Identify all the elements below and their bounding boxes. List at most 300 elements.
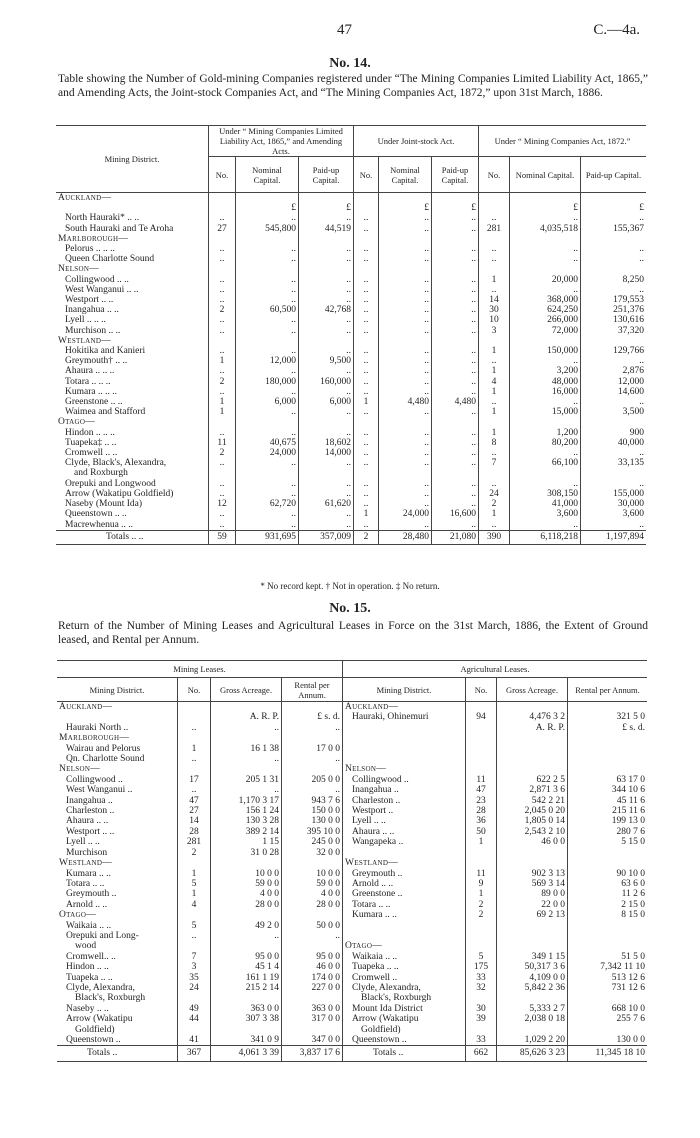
cell-rental: .. [282, 754, 343, 764]
cell-gross-acreage: A. R. P. [497, 723, 568, 733]
cell-gross-acreage [497, 848, 568, 858]
cell-no: .. [209, 366, 236, 376]
cell-no [479, 203, 510, 213]
district-name: Cromwell .. [343, 973, 466, 983]
cell-rental: 130 0 0 [282, 816, 343, 826]
cell-no: .. [209, 387, 236, 397]
district-name: Wairau and Pelorus [57, 744, 178, 754]
cell-no [209, 234, 236, 244]
cell-no [209, 417, 236, 427]
cell-paidup-capital: £ [432, 203, 479, 213]
cell-rental [282, 702, 343, 713]
cell-no: .. [354, 315, 379, 325]
cell-no: 27 [178, 806, 211, 816]
cell-no: 14 [178, 816, 211, 826]
table-row [56, 254, 646, 264]
cell-gross-acreage [497, 754, 568, 764]
cell-no: 33 [466, 973, 497, 983]
cell-nominal-capital: .. [236, 244, 299, 254]
cell-no: 33 [466, 1035, 497, 1046]
district-name: Greymouth .. [343, 869, 466, 879]
cell-gross-acreage: 1,170 3 17 [211, 796, 282, 806]
cell-paidup-capital: 12,000 [617, 376, 644, 387]
cell-nominal-capital: .. [236, 254, 299, 264]
table-row [57, 869, 647, 879]
table-row [56, 397, 646, 407]
cell-paidup-capital [299, 234, 354, 244]
district-name: Qn. Charlotte Sound [57, 754, 178, 764]
cell-paidup-capital: 14,000 [299, 448, 354, 458]
total-rental: 3,837 17 6 [282, 1046, 343, 1062]
cell-rental: 130 0 0 [616, 1035, 645, 1045]
cell-gross-acreage [497, 931, 568, 941]
cell-no: .. [178, 723, 211, 733]
cell-nominal-capital: .. [379, 356, 432, 366]
cell-paidup-capital: .. [432, 448, 479, 458]
district-name: West Wanganui .. [57, 785, 178, 795]
district-name: Inangahua .. [57, 796, 178, 806]
district-name: Kumara .. .. [343, 910, 466, 920]
cell-gross-acreage [211, 764, 282, 774]
cell-nominal-capital: 48,000 [510, 377, 581, 387]
table-row [57, 900, 647, 910]
cell-paidup-capital: 3,500 [622, 407, 644, 418]
cell-no: .. [479, 356, 510, 366]
cell-nominal-capital: .. [236, 509, 299, 519]
cell-nominal-capital: 72,000 [510, 326, 581, 336]
cell-no: 17 [178, 775, 211, 785]
cell-paidup-capital: .. [432, 346, 479, 356]
district-name: Inangahua .. .. [56, 305, 209, 315]
cell-rental: 4 0 0 [282, 889, 343, 899]
cell-gross-acreage: .. [211, 723, 282, 733]
cell-nominal-capital: .. [379, 458, 432, 468]
cell-no: .. [209, 458, 236, 468]
cell-no: 47 [466, 785, 497, 795]
district-name: Queenstown .. [57, 1035, 178, 1046]
cell-gross-acreage: 2,038 0 18 [497, 1014, 568, 1024]
cell-rental [282, 1025, 343, 1035]
table-row [57, 827, 647, 837]
district-name: Lyell .. .. [343, 816, 466, 826]
table-row [57, 816, 647, 826]
table-14-footnote: * No record kept. † Not in operation. ‡ No return. [260, 581, 440, 591]
cell-paidup-capital: .. [299, 244, 354, 254]
cell-no: 1 [479, 387, 510, 397]
cell-gross-acreage [497, 921, 568, 931]
district-name: Collingwood .. [57, 775, 178, 785]
col-paidup-capital: Paid-up Capital. [432, 157, 479, 193]
district-heading: Westland— [56, 336, 209, 346]
cell-paidup-capital: 130,616 [613, 315, 644, 326]
cell-no: .. [354, 366, 379, 376]
cell-no: 1 [354, 397, 379, 407]
cell-nominal-capital: 4,035,518 [510, 224, 581, 234]
district-name: Arrow (Wakatipu [343, 1014, 466, 1024]
district-name: Murchison .. .. [56, 326, 209, 336]
cell-paidup-capital: 4,480 [432, 397, 479, 407]
cell-paidup-capital [299, 193, 354, 204]
cell-gross-acreage: 156 1 24 [211, 806, 282, 816]
cell-gross-acreage: 205 1 31 [211, 775, 282, 785]
cell-rental: 32 0 0 [282, 848, 343, 858]
table-row [57, 889, 647, 899]
district-heading: Nelson— [343, 764, 466, 774]
cell-paidup-capital: 6,000 [299, 397, 354, 407]
cell-nominal-capital: .. [236, 285, 299, 295]
cell-no: 1 [209, 407, 236, 417]
cell-nominal-capital: .. [379, 305, 432, 315]
table-row [56, 458, 646, 468]
cell-paidup-capital: .. [432, 315, 479, 325]
cell-paidup-capital [299, 264, 354, 274]
cell-rental: 363 0 0 [282, 1004, 343, 1014]
table-row [56, 203, 646, 213]
cell-gross-acreage: .. [211, 785, 282, 795]
cell-gross-acreage [497, 764, 568, 774]
cell-no [209, 468, 236, 478]
col-gross-acreage: Gross Acreage. [211, 678, 282, 702]
table-row [56, 366, 646, 376]
table-row [56, 305, 646, 315]
cell-nominal-capital: .. [379, 254, 432, 264]
cell-no [466, 744, 497, 754]
cell-nominal-capital [379, 264, 432, 274]
cell-rental: 8 15 0 [621, 910, 645, 921]
cell-nominal-capital: 15,000 [510, 407, 581, 417]
cell-gross-acreage: 622 2 5 [497, 775, 568, 785]
cell-paidup-capital: 30,000 [617, 499, 644, 510]
cell-no [466, 941, 497, 951]
cell-rental: 5 15 0 [621, 837, 645, 848]
table-row [57, 1035, 647, 1046]
district-name: Lyell .. .. [57, 837, 178, 847]
district-name: Greymouth .. [57, 889, 178, 899]
cell-rental: 7,342 11 10 [600, 962, 645, 973]
cell-rental: 513 12 6 [611, 972, 645, 983]
total-nominal-capital: 6,118,218 [510, 530, 581, 544]
cell-gross-acreage: 5,333 2 7 [497, 1004, 568, 1014]
district-name: Orepuki and Longwood [56, 479, 209, 489]
district-name: Totara .. .. [57, 879, 178, 889]
cell-nominal-capital: .. [510, 213, 581, 223]
cell-no [354, 417, 379, 427]
cell-nominal-capital: .. [236, 295, 299, 305]
cell-nominal-capital: 180,000 [236, 377, 299, 387]
col-mining-district: Mining District. [56, 126, 209, 193]
cell-paidup-capital [432, 468, 479, 478]
cell-nominal-capital: .. [379, 295, 432, 305]
cell-no: .. [209, 295, 236, 305]
district-name: Lyell .. .. .. [56, 315, 209, 325]
cell-nominal-capital: 4,480 [379, 397, 432, 407]
district-name: Hauraki, Ohinemuri [343, 712, 466, 722]
cell-gross-acreage: 59 0 0 [211, 879, 282, 889]
cell-nominal-capital: .. [236, 479, 299, 489]
table-row [57, 1025, 647, 1035]
cell-no [178, 712, 211, 722]
cell-no [466, 921, 497, 931]
cell-paidup-capital: .. [432, 428, 479, 438]
district-name: Hindon .. .. .. [56, 428, 209, 438]
cell-paidup-capital: .. [299, 275, 354, 285]
cell-nominal-capital [510, 264, 581, 274]
cell-rental: .. [282, 931, 343, 941]
cell-no: 1 [479, 407, 510, 417]
cell-no: 5 [178, 879, 211, 889]
cell-paidup-capital: .. [432, 275, 479, 285]
district-name: Cromwell.. .. [57, 952, 178, 962]
cell-no: 24 [479, 489, 510, 499]
table-row [56, 428, 646, 438]
table-row [56, 489, 646, 499]
cell-no: .. [178, 754, 211, 764]
district-name: Charleston .. [57, 806, 178, 816]
totals-label: Totals .. [57, 1046, 178, 1062]
cell-no: .. [354, 224, 379, 234]
cell-rental [568, 744, 648, 754]
cell-paidup-capital: .. [639, 356, 644, 367]
col-group-limited-liability: Under “ Mining Companies Limited Liability Act, 1865,” and Amending Acts. [209, 126, 354, 157]
table-row [57, 910, 647, 920]
district-name: Ahaura .. .. .. [56, 366, 209, 376]
cell-nominal-capital: .. [236, 346, 299, 356]
cell-paidup-capital: .. [432, 244, 479, 254]
total-no: 59 [209, 530, 236, 544]
table-row [57, 921, 647, 931]
table-row [56, 387, 646, 397]
district-name: Clyde, Black's, Alexandra, [56, 458, 209, 468]
cell-no: 2 [479, 499, 510, 509]
table-row [57, 962, 647, 972]
cell-no: 2 [209, 305, 236, 315]
cell-nominal-capital [379, 234, 432, 244]
district-name: Macrewhenua .. .. [56, 520, 209, 531]
cell-paidup-capital: .. [432, 499, 479, 509]
district-name: Westport .. [343, 806, 466, 816]
cell-no: 3 [178, 962, 211, 972]
table-row [56, 509, 646, 519]
cell-nominal-capital: .. [236, 366, 299, 376]
cell-no: 50 [466, 827, 497, 837]
cell-nominal-capital: .. [379, 366, 432, 376]
cell-no: 175 [466, 962, 497, 972]
cell-nominal-capital [236, 264, 299, 274]
cell-gross-acreage: 4,109 0 0 [497, 973, 568, 983]
total-nominal-capital: 931,695 [236, 530, 299, 544]
table-15-body [57, 702, 647, 1062]
table-row [56, 285, 646, 295]
cell-paidup-capital [581, 264, 647, 274]
table-row [56, 499, 646, 509]
district-heading: Nelson— [57, 764, 178, 774]
cell-rental: 943 7 6 [282, 796, 343, 806]
cell-no: 4 [479, 377, 510, 387]
cell-no: 5 [178, 921, 211, 931]
district-name: Naseby .. .. [57, 1004, 178, 1014]
district-heading: Westland— [57, 858, 178, 868]
district-name: Totara .. .. .. [56, 377, 209, 387]
district-name: Westport .. .. [57, 827, 178, 837]
district-name: Queen Charlotte Sound [56, 254, 209, 264]
district-name: Black's, Roxburgh [343, 993, 466, 1003]
table-row [57, 764, 647, 774]
cell-gross-acreage: 307 3 38 [211, 1014, 282, 1024]
district-heading: Marlborough— [56, 234, 209, 244]
table-14-body [56, 193, 646, 545]
col-rental: Rental per Annum. [282, 678, 343, 702]
cell-gross-acreage [497, 702, 568, 713]
table-row [56, 234, 646, 244]
cell-paidup-capital: .. [432, 438, 479, 448]
table-row [56, 315, 646, 325]
cell-no: .. [354, 244, 379, 254]
cell-no: 1 [479, 509, 510, 519]
cell-rental: 215 11 6 [612, 806, 645, 817]
cell-no: 32 [466, 983, 497, 993]
table-15-title: No. 15. [329, 601, 371, 616]
cell-rental: 10 0 0 [282, 869, 343, 879]
cell-no [178, 993, 211, 1003]
district-heading: Auckland— [56, 193, 209, 204]
district-name: Hauraki North .. [57, 723, 178, 733]
table-row [57, 993, 647, 1003]
col-paidup-capital: Paid-up Capital. [299, 157, 354, 193]
col-rental: Rental per Annum. [575, 684, 640, 695]
cell-no: .. [354, 346, 379, 356]
district-name [56, 203, 209, 213]
total-paidup-capital: 21,080 [432, 530, 479, 544]
district-name: Arrow (Wakatipu Goldfield) [56, 489, 209, 499]
cell-paidup-capital: .. [432, 479, 479, 489]
cell-paidup-capital [581, 417, 647, 427]
table-row [56, 520, 646, 531]
cell-no [466, 931, 497, 941]
cell-rental: 28 0 0 [282, 900, 343, 910]
cell-rental: 90 10 0 [616, 868, 645, 879]
cell-rental: 255 7 6 [616, 1014, 645, 1025]
cell-no: 11 [466, 775, 497, 785]
cell-no [178, 910, 211, 920]
col-nominal-capital: Nominal Capital. [510, 157, 581, 193]
cell-paidup-capital: .. [299, 326, 354, 336]
cell-rental: 51 5 0 [621, 951, 645, 962]
cell-paidup-capital: .. [639, 213, 644, 224]
cell-no: 11 [209, 438, 236, 448]
district-name: Hindon .. .. [57, 962, 178, 972]
cell-no [466, 848, 497, 858]
cell-rental [568, 733, 648, 743]
cell-nominal-capital: .. [379, 438, 432, 448]
table-row [57, 775, 647, 785]
cell-rental: 245 0 0 [282, 837, 343, 847]
cell-nominal-capital: 368,000 [510, 295, 581, 305]
cell-nominal-capital: 12,000 [236, 356, 299, 366]
cell-gross-acreage: 363 0 0 [211, 1004, 282, 1014]
cell-no: 1 [178, 889, 211, 899]
cell-no [466, 733, 497, 743]
table-row [56, 244, 646, 254]
district-name: Kumara .. .. .. [56, 387, 209, 397]
cell-no: 2 [178, 848, 211, 858]
totals-row [57, 1046, 647, 1062]
district-name: Queenstown .. [343, 1035, 466, 1046]
cell-gross-acreage [497, 993, 568, 1003]
cell-no: .. [209, 254, 236, 264]
cell-rental: 280 7 6 [616, 826, 645, 837]
district-name: Ahaura .. .. [343, 827, 466, 837]
cell-no [466, 858, 497, 868]
cell-nominal-capital: 150,000 [510, 346, 581, 356]
cell-nominal-capital: .. [379, 377, 432, 387]
district-heading: Marlborough— [57, 733, 178, 743]
cell-nominal-capital [510, 234, 581, 244]
table-row [57, 806, 647, 816]
table-row [56, 438, 646, 448]
cell-no [178, 764, 211, 774]
cell-rental: 63 6 0 [621, 878, 645, 889]
cell-paidup-capital: .. [639, 448, 644, 459]
cell-paidup-capital: .. [432, 356, 479, 366]
cell-no: .. [209, 346, 236, 356]
table-row [57, 712, 647, 722]
cell-paidup-capital [581, 234, 647, 244]
table-row [57, 858, 647, 868]
cell-no: 24 [178, 983, 211, 993]
table-row [56, 193, 646, 204]
district-name: Greenstone .. .. [56, 397, 209, 407]
cell-nominal-capital: .. [236, 213, 299, 223]
cell-nominal-capital: 3,600 [510, 509, 581, 519]
district-name [343, 921, 466, 931]
cell-nominal-capital: .. [379, 285, 432, 295]
cell-rental: 205 0 0 [282, 775, 343, 785]
col-gross-acreage: Gross Acreage. [497, 678, 568, 702]
cell-no: 2 [466, 910, 497, 920]
cell-paidup-capital: 129,766 [613, 346, 644, 357]
cell-no [466, 723, 497, 733]
cell-no: .. [178, 785, 211, 795]
cell-no: 44 [178, 1014, 211, 1024]
col-mining-district: Mining District. [57, 678, 178, 702]
district-name: Black's, Roxburgh [57, 993, 178, 1003]
col-group-joint-stock: Under Joint-stock Act. [354, 126, 479, 157]
cell-nominal-capital [510, 336, 581, 346]
cell-no [479, 468, 510, 478]
cell-nominal-capital: .. [236, 275, 299, 285]
district-name: Collingwood .. .. [56, 275, 209, 285]
district-name: Murchison [57, 848, 178, 858]
district-name: Orepuki and Long- [57, 931, 178, 941]
cell-gross-acreage: 341 0 9 [211, 1035, 282, 1046]
cell-paidup-capital: 900 [629, 427, 644, 438]
cell-nominal-capital: 3,200 [510, 366, 581, 376]
cell-nominal-capital: 1,200 [510, 428, 581, 438]
cell-nominal-capital [510, 417, 581, 427]
total-gross-acreage: 4,061 3 39 [211, 1046, 282, 1062]
district-name [343, 723, 466, 733]
table-row [57, 744, 647, 754]
cell-gross-acreage: .. [211, 931, 282, 941]
page-number: 47 [337, 22, 352, 38]
cell-nominal-capital: £ [379, 203, 432, 213]
cell-no: 94 [466, 712, 497, 722]
cell-no [178, 733, 211, 743]
table-row [57, 952, 647, 962]
cell-no: 1 [209, 356, 236, 366]
district-heading: Westland— [343, 858, 466, 868]
cell-gross-acreage: 902 3 13 [497, 869, 568, 879]
